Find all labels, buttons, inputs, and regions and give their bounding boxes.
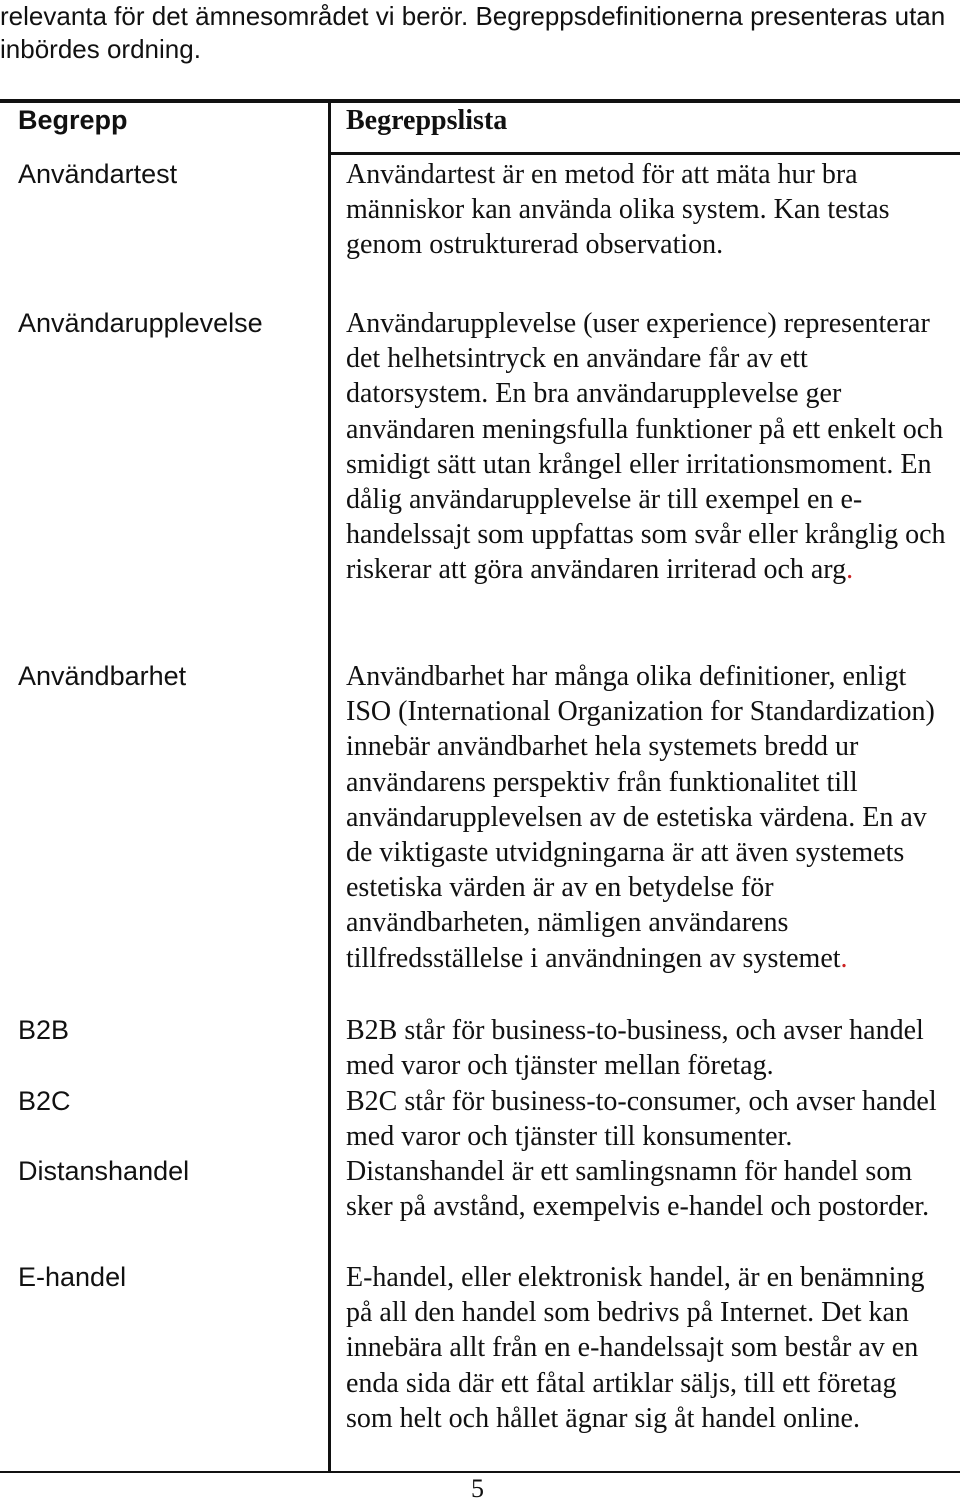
definition-suffix: . [846,554,854,586]
term-e-handel: E-handel [18,1262,127,1292]
table-bottom-rule [0,1471,960,1473]
term-anvandartest: Användartest [18,159,178,189]
definition-text: Användartest är en metod för att mäta hur bra människor kan använda olika system. Kan testas genom ostrukturerad observation. [346,159,890,261]
definition-text: Användbarhet har många olika definitioner, enligt ISO (International Organization for Standardization) innebär användbarhet hela systemets bredd ur användarens perspektiv från funktionalitet till användarupplevelsen av de estetiska värdena. En av de viktigaste utvidgningarna är att även systemets estetiska värden är av en betydelse för användbarheten, nämligen användarens tillfredsställelse i användningen av systemet [346,661,935,974]
definition-text: B2B står för business-to-business, och avser handel med varor och tjänster mellan företag. [346,1015,924,1082]
term-anvandbarhet: Användbarhet [18,661,187,691]
definition-anvandartest [346,157,946,263]
term-distanshandel: Distanshandel [18,1156,190,1186]
definition-text: Distanshandel är ett samlingsnamn för handel som sker på avstånd, exempelvis e-handel och postorder. [346,1156,930,1223]
definition-anvandarupplevelse [346,306,946,588]
table-column-divider [328,101,331,1473]
definition-text: E-handel, eller elektronisk handel, är en benämning på all den handel som bedrivs på Internet. Det kan innebära allt från en e-handelssajt som består av en enda sida där ett fåtal artiklar säljs, till ett företag som helt och hållet ägnar sig åt handel online. [346,1262,925,1434]
definition-suffix: . [840,942,848,974]
term-b2c: B2C [18,1086,71,1116]
intro-paragraph: relevanta för det ämnesområdet vi berör. Begreppsdefinitionerna presenteras utan inbördes ordning. [0,1,946,64]
definition-e-handel [346,1260,946,1436]
page-number: 5 [471,1474,484,1503]
column-header-definition: Begreppslista [346,105,508,136]
column-header-term: Begrepp [18,105,128,135]
definition-text: Användarupplevelse (user experience) representerar det helhetsintryck en användare får av ett datorsystem. En bra användarupplevelse ger användaren meningsfulla funktioner på ett enkelt och smidigt sätt utan krångel eller irritationsmoment. En dålig användarupplevelse är till exempel en e-handelssajt som uppfattas som svår eller krånglig och riskerar att göra användaren irriterad och arg [346,308,946,586]
term-anvandarupplevelse: Användarupplevelse [18,308,263,338]
definition-anvandbarhet [346,659,946,976]
definition-b2b [346,1013,946,1083]
term-b2b: B2B [18,1015,70,1045]
table-top-rule [0,99,960,103]
table-header-rule [330,152,960,155]
definition-text: B2C står för business-to-consumer, och avser handel med varor och tjänster till konsumenter. [346,1086,937,1153]
definition-b2c [346,1084,946,1154]
definition-distanshandel [346,1154,946,1224]
